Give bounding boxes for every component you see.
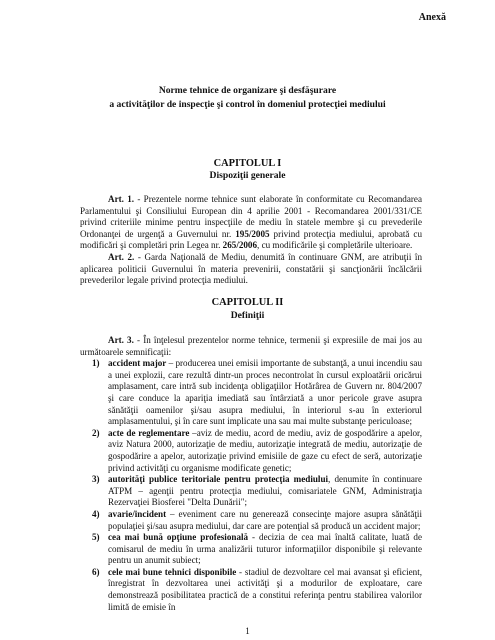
definition-number: 1)	[92, 358, 100, 369]
page-number: 1	[245, 626, 250, 636]
definition-item	[80, 509, 422, 532]
definition-number: 2)	[92, 427, 100, 438]
definition-text: - stadiul de dezvoltare cel mai avansat şi eficient, înregistrat în dezvoltarea unei activităţi şi a modurilor de exploatare, care demonstrează posibilitatea practică de a constitui referinţa pentru stabilirea valorilor limită de emisie în	[108, 566, 422, 612]
article-3	[80, 335, 422, 358]
definition-text: – producerea unei emisii importante de substanţă, a unui incendiu sau a unei explozii, care rezultă dintr-un proces necontrolat în cursul exploatării oricărui amplasament, care intră sub incidenţa obligaţiilor Hotărârea de Guvern nr. 804/2007 şi care conduce la apariţia imediată sau întârziată a unor pericole grave asupra sănătăţii oamenilor şi/sau asupra mediului, în interiorul s-au în exteriorul amplasamentului, şi în care sunt implicate una sau mai multe substanţe periculoase;	[108, 358, 422, 427]
article-1-ref-law: 265/2006	[222, 240, 258, 251]
definition-number: 5)	[92, 532, 100, 543]
definition-number: 4)	[92, 508, 100, 519]
definitions-list	[80, 358, 422, 613]
article-1	[80, 194, 422, 252]
chapter2-body	[80, 335, 422, 613]
definition-item	[80, 532, 422, 567]
definition-text: - decizia de cea mai înaltă calitate, luată de comisarul de mediu în urma analizării tuturor informaţiilor disponibile şi relevante pentru un anumit subiect;	[108, 532, 422, 566]
article-2-label: Art. 2.	[108, 251, 135, 262]
chapter1-heading: CAPITOLUL I	[213, 158, 282, 169]
definition-text: – eveniment care nu generează consecinţe majore asupra sănătăţii populaţiei şi/sau asupra mediului, dar care are potenţial să producă un accident major;	[108, 508, 422, 531]
definition-item	[80, 358, 422, 428]
definition-item	[80, 567, 422, 613]
definition-term: acte de reglementare	[108, 427, 190, 438]
definition-text: –aviz de mediu, acord de mediu, aviz de gospodărire a apelor, aviz Natura 2000, autorizaţie de mediu, autorizaţie integrată de mediu, autorizaţie de gospodărire a apelor, autorizaţie privind emisiile de gaze cu efect de seră, autorizaţie privind activităţi cu organisme modificate genetic;	[108, 427, 422, 473]
article-1-text-mid: privind protecţia mediului, aprobată cu modificări şi completări prin Legea nr.	[80, 228, 422, 251]
definition-item	[80, 474, 422, 509]
definition-number: 6)	[92, 566, 100, 577]
definition-term: cele mai bune tehnici disponibile	[108, 566, 237, 577]
article-1-text: - Prezentele norme tehnice sunt elaborate în conformitate cu Recomandarea Parlamentului şi Consiliului European din 4 aprilie 2001 - Recomandarea 2001/331/CE privind criteriile minime pentru inspecţiile de mediu în statele membre şi cu prevederile Ordonanţei de urgenţă a Guvernului nr.	[80, 194, 422, 239]
definition-item	[80, 428, 422, 474]
document-title-line1: Norme tehnice de organizare şi desfăşurare	[158, 85, 337, 96]
chapter2-subtitle: Definiţii	[230, 310, 265, 321]
definition-term: cea mai bună opţiune profesională	[108, 532, 249, 543]
definition-number: 3)	[92, 474, 100, 485]
document-title-line2: a activităţilor de inspecţie şi control în domeniul protecţiei mediului	[109, 99, 386, 110]
chapter1-subtitle: Dispoziţii generale	[209, 170, 286, 181]
article-2	[80, 252, 422, 287]
article-3-text: - În înţelesul prezentelor norme tehnice, termenii şi expresiile de mai jos au următoarele semnificaţii:	[80, 335, 422, 357]
definition-term: avarie/incident	[108, 508, 167, 519]
article-1-text-end: , cu modificările şi completările ulterioare.	[257, 240, 413, 251]
chapter2-heading: CAPITOLUL II	[211, 297, 284, 308]
article-1-ref-oug: 195/2005	[235, 228, 270, 239]
chapter1-body	[80, 194, 422, 287]
definition-term: accident major	[108, 358, 167, 369]
annex-label: Anexă	[418, 12, 446, 23]
article-1-label: Art. 1.	[108, 194, 135, 204]
definition-term: autorităţi publice teritoriale pentru protecţia mediului	[108, 474, 329, 485]
definition-text: , denumite în continuare ATPM – agenţii pentru protecţia mediului, comisariatele GNM, Administraţia Rezervaţiei Biosferei "Delta Dunării";	[108, 474, 422, 508]
article-2-text: - Garda Naţională de Mediu, denumită în continuare GNM, are atribuţii în aplicarea politicii Guvernului în materia prevenirii, constatării şi sancţionării încălcării prevederilor legale privind protecţia mediului.	[80, 251, 422, 286]
article-3-label: Art. 3.	[108, 335, 134, 345]
